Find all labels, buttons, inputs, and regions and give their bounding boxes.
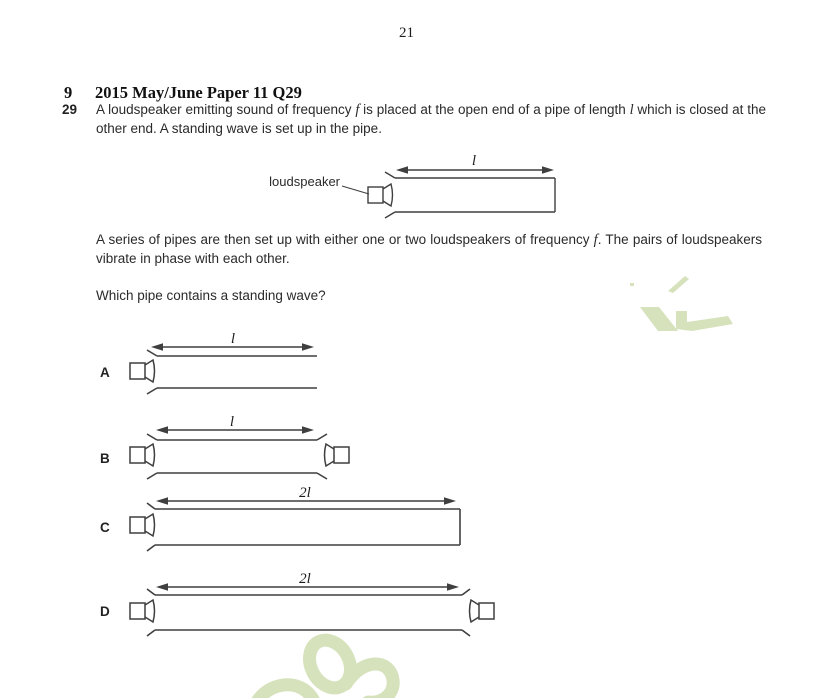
setup-text-2: . The pairs of loudspeakers vibrate in phase with each other. [96,232,762,266]
loudspeaker-icon [130,360,155,382]
option-letter: A [100,365,110,380]
loudspeaker-icon [368,184,393,206]
intro-text-3: which is closed at the other end. A standing wave is set up in the pipe. [96,102,766,136]
watermark-glyph [258,633,393,698]
section-heading [64,83,302,103]
question-prompt: Which pipe contains a standing wave? [96,288,326,303]
symbol-l: l [629,102,634,118]
length-arrow [156,571,459,591]
length-arrow [156,414,314,434]
pipe-open [147,350,317,394]
watermark-right [625,270,745,340]
length-arrow [156,485,456,505]
loudspeaker-icon-right [470,600,495,622]
question-number: 29 [62,102,78,117]
symbol-f: f [593,232,598,248]
question-intro-text [96,101,766,137]
option-letter: B [100,451,110,466]
loudspeaker-icon [130,514,155,536]
length-label: l [471,153,477,169]
setup-text-1: A series of pipes are then set up with either one or two loudspeakers of frequency [96,232,594,247]
option-letter: C [100,520,110,535]
option-a-diagram [95,332,345,398]
length-label: 2l [299,485,311,501]
page-number: 21 [399,25,414,41]
intro-text-2: is placed at the open end of a pipe of length [359,102,630,117]
intro-text-1: A loudspeaker emitting sound of frequency [96,102,356,117]
loudspeaker-icon-right [325,444,350,466]
loudspeaker-icon-left [130,444,155,466]
pipe-open-both-ends [147,434,327,479]
option-b-diagram [95,412,360,482]
setup-paragraph [96,231,762,267]
length-arrow [396,153,554,174]
loudspeaker-icon-left [130,600,155,622]
loudspeaker-label: loudspeaker [269,174,340,189]
pipe-closed [147,503,460,551]
section-heading-index: 9 [64,83,73,102]
symbol-f: f [355,102,360,118]
length-arrow [151,331,314,351]
length-label: l [230,331,236,347]
main-pipe-diagram [250,145,570,225]
option-letter: D [100,604,110,619]
pipe-closed [385,172,555,218]
length-label: l [229,414,235,430]
loudspeaker-leader-line [342,186,369,194]
option-d-diagram [95,568,505,640]
option-c-diagram [95,486,475,554]
length-label: 2l [299,571,311,587]
section-heading-title: 2015 May/June Paper 11 Q29 [95,83,302,102]
pipe-open-both-ends [147,589,470,636]
question-intro-row [62,101,766,137]
